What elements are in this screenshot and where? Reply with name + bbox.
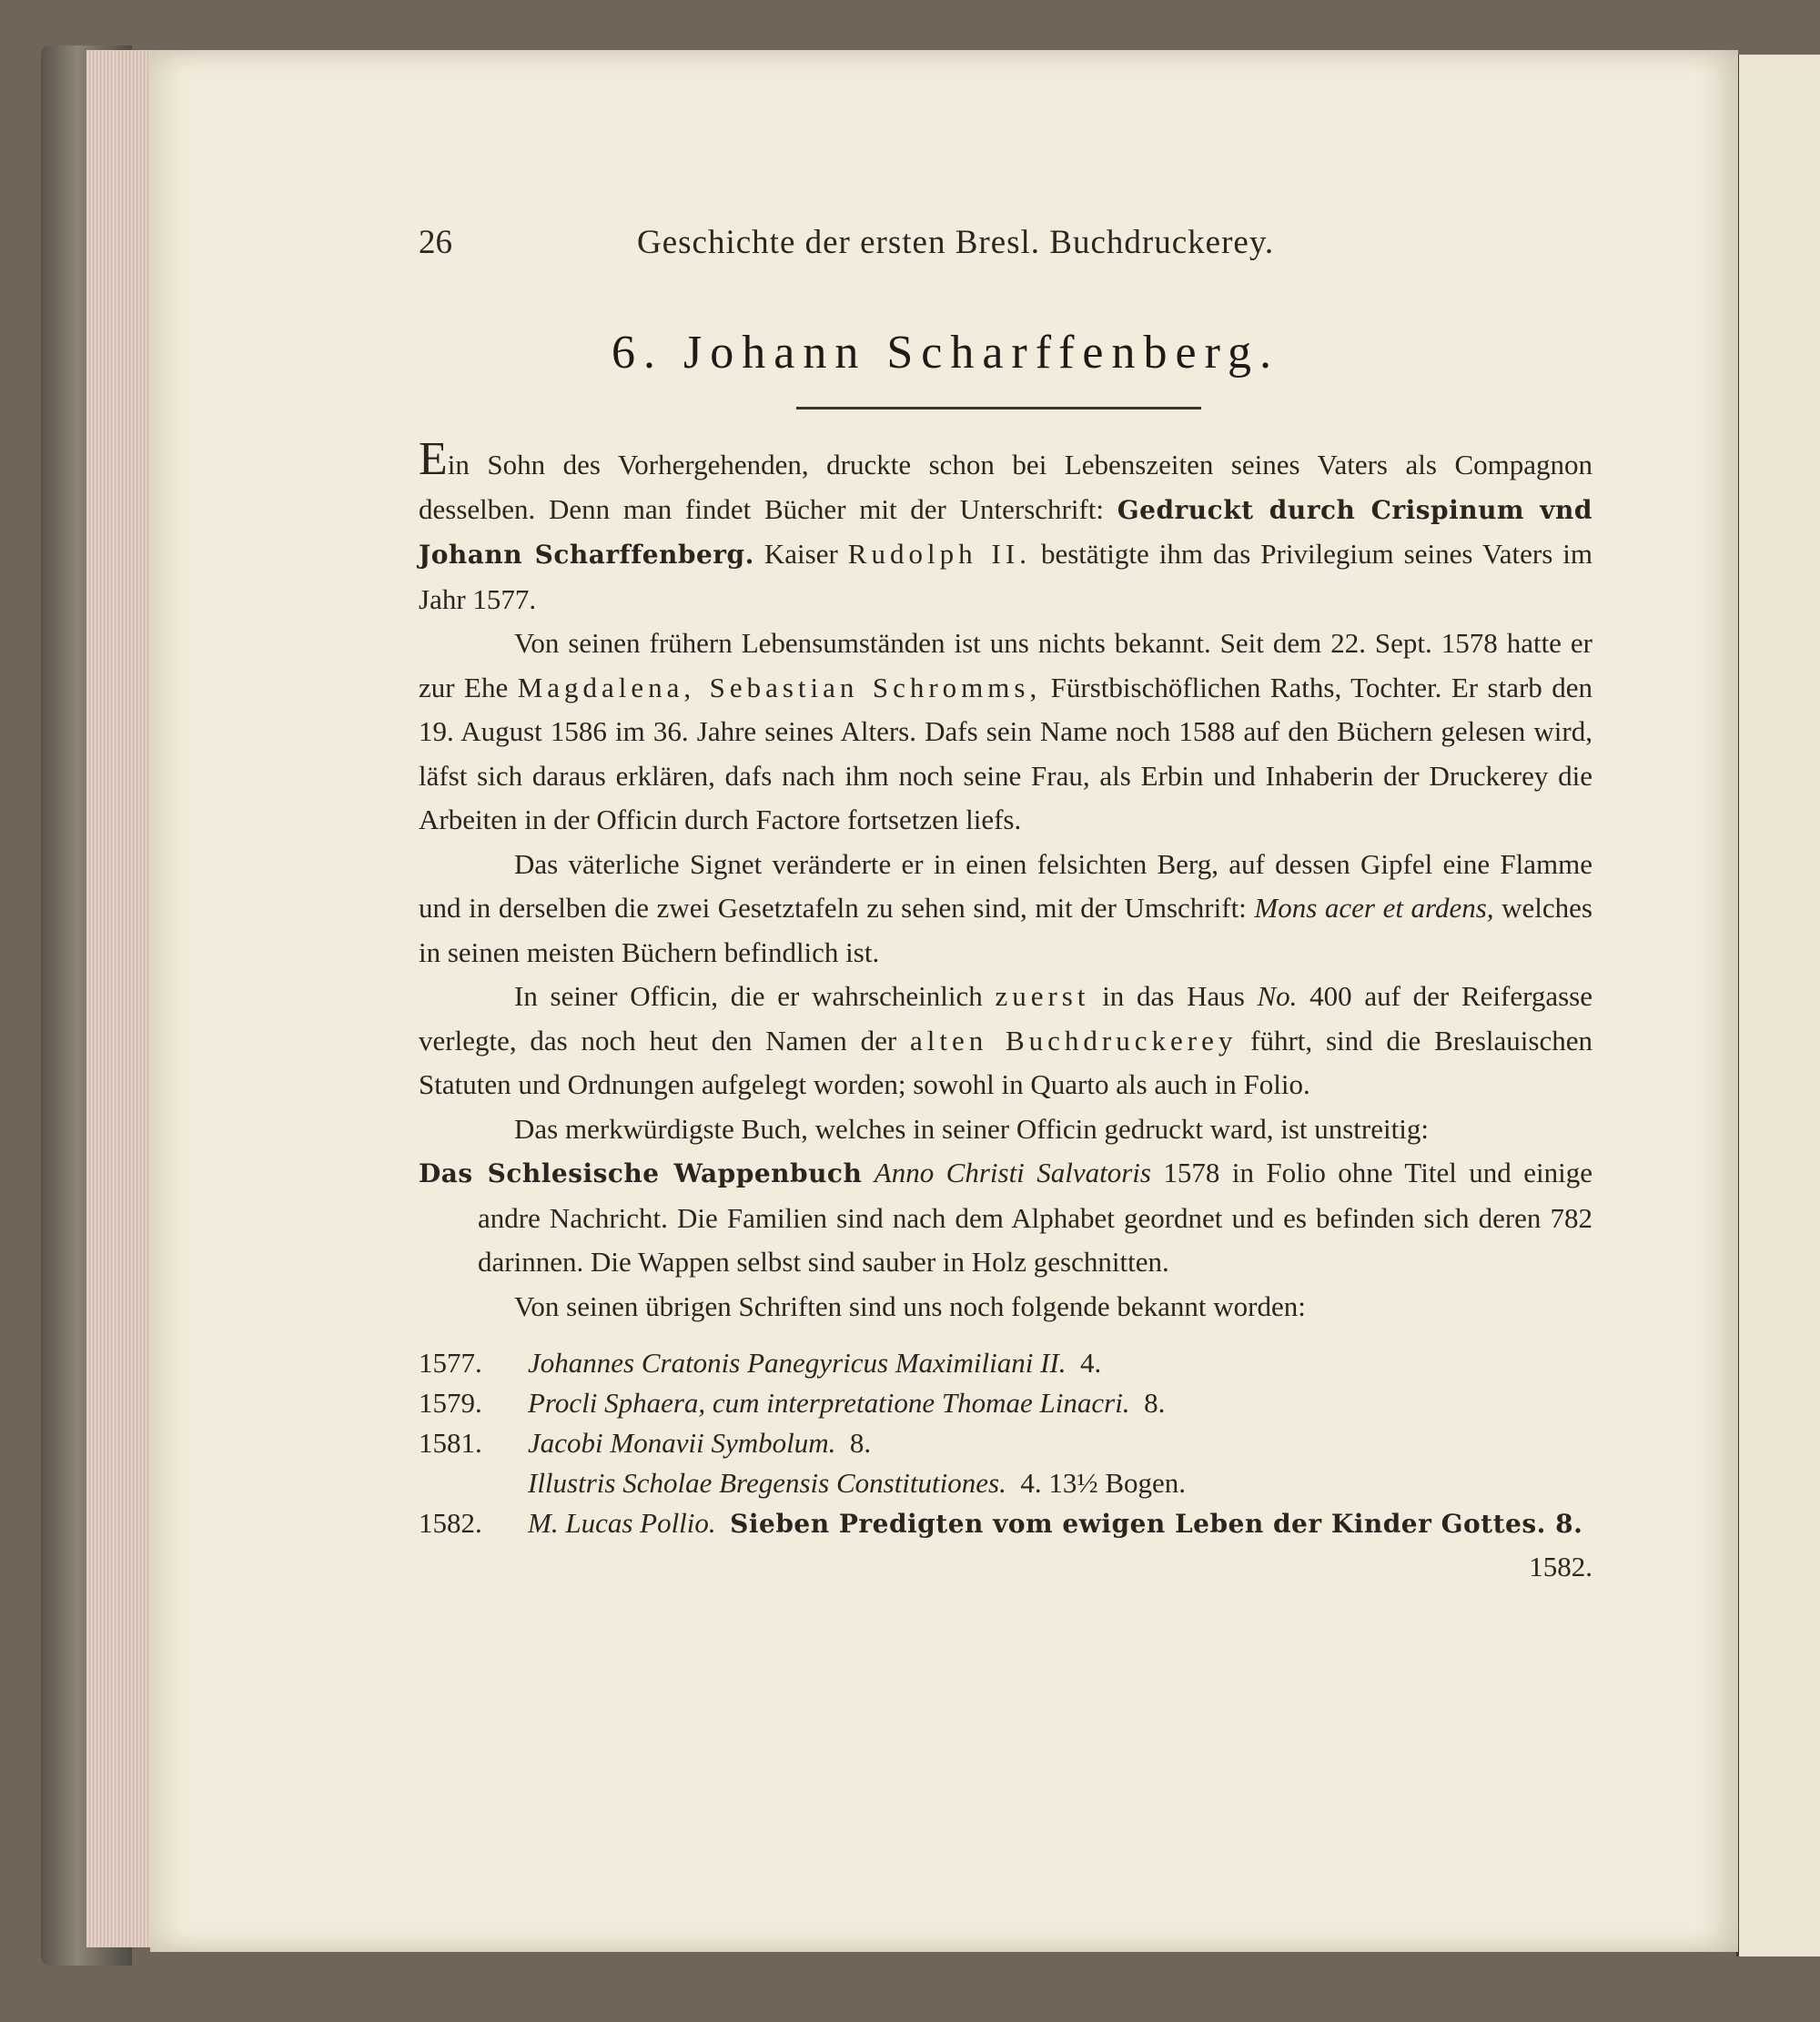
list-item: 1579. Procli Sphaera, cum interpretatione Thomae Linacri. 8. [419, 1387, 1166, 1419]
italic-motto: Mons acer et ardens, [1254, 892, 1494, 924]
spaced-name: Rudolph II. [847, 538, 1031, 570]
body-text [419, 433, 1593, 1590]
list-item: 1577. Johannes Cratonis Panegyricus Maximiliani II. 4. [419, 1347, 1102, 1379]
page-number: 26 [419, 224, 452, 261]
bibliography-list [419, 1341, 1592, 1542]
paragraph-4: In seiner Officin, die er wahrscheinlich zuerst in das Haus No. 400 auf der Reifergasse verlegte, das noch heut den Namen der alten Buchdruckerey führt, sind die Breslauischen Statuten und Ordnungen aufgelegt worden; sowohl in Quarto als auch in Folio. [419, 980, 1593, 1100]
paragraph-1: Ein Sohn des Vorhergehenden, druckte schon bei Lebenszeiten seines Vaters als Compagnon desselben. Denn man findet Bücher mit der Unterschrift: Gedruckt durch Crispinum vnd Johann Scharffenberg. Kaiser Rudolph II. bestätigte ihm das Privilegium seines Vaters im Jahr 1577. [419, 433, 1593, 615]
spaced-name: Magdalena, Sebastian Schromms, [517, 671, 1042, 703]
catchword: 1582. [1529, 1551, 1592, 1582]
list-item: 1582. M. Lucas Pollio. Sieben Predigten vom ewigen Leben der Kinder Gottes. 8. [419, 1507, 1583, 1539]
paragraph-5: Das merkwürdigste Buch, welches in seiner Officin gedruckt ward, ist unstreitig: [514, 1112, 1429, 1145]
drop-cap: E [419, 433, 448, 485]
chapter-name: Johann Scharffenberg. [683, 327, 1279, 379]
paragraph-6: Von seinen übrigen Schriften sind uns noch folgende bekannt worden: [514, 1289, 1306, 1322]
paragraph-3: Das väterliche Signet veränderte er in einen felsichten Berg, auf dessen Gipfel eine Flamme und in derselben die zwei Gesetztafeln zu sehen sind, mit der Umschrift: Mons acer et ardens, welches in seinen meisten Büchern befindlich ist. [419, 847, 1592, 968]
paragraph-2: Von seinen frühern Lebensumständen ist uns nichts bekannt. Seit dem 22. Sept. 1578 hatte er zur Ehe Magdalena, Sebastian Schromms, Fürstbischöflichen Raths, Tochter. Er starb den 19. August 1586 im 36. Jahre seines Alters. Dafs sein Name noch 1588 auf den Büchern gelesen wird, läfst sich daraus erklären, dafs nach ihm noch seine Frau, als Erbin und Inhaberin der Druckerey die Arbeiten in der Officin durch Factore fortsetzen liefs. [419, 627, 1593, 835]
blackletter-imprint: Gedruckt durch Crispinum vnd Johann Scharffenberg. [419, 494, 1592, 570]
chapter-title [612, 326, 1279, 379]
facing-page-edge [1736, 55, 1820, 1956]
book-entry: Das Schlesische Wappenbuch Anno Christi Salvatoris 1578 in Folio ohne Titel und einige andre Nachricht. Die Familien sind nach dem Alphabet geordnet und es befinden sich deren 782 darinnen. Die Wappen selbst sind sauber in Holz geschnitten. [419, 1157, 1592, 1278]
page-edges [86, 50, 159, 1947]
title-rule [796, 407, 1201, 409]
running-title: Geschichte der ersten Bresl. Buchdruckerey. [637, 224, 1275, 261]
list-item: 1581. Jacobi Monavii Symbolum. 8. [419, 1427, 872, 1459]
chapter-number: 6. [612, 327, 663, 379]
list-item: Illustris Scholae Bregensis Constitutiones. 4. 13½ Bogen. [528, 1467, 1187, 1499]
